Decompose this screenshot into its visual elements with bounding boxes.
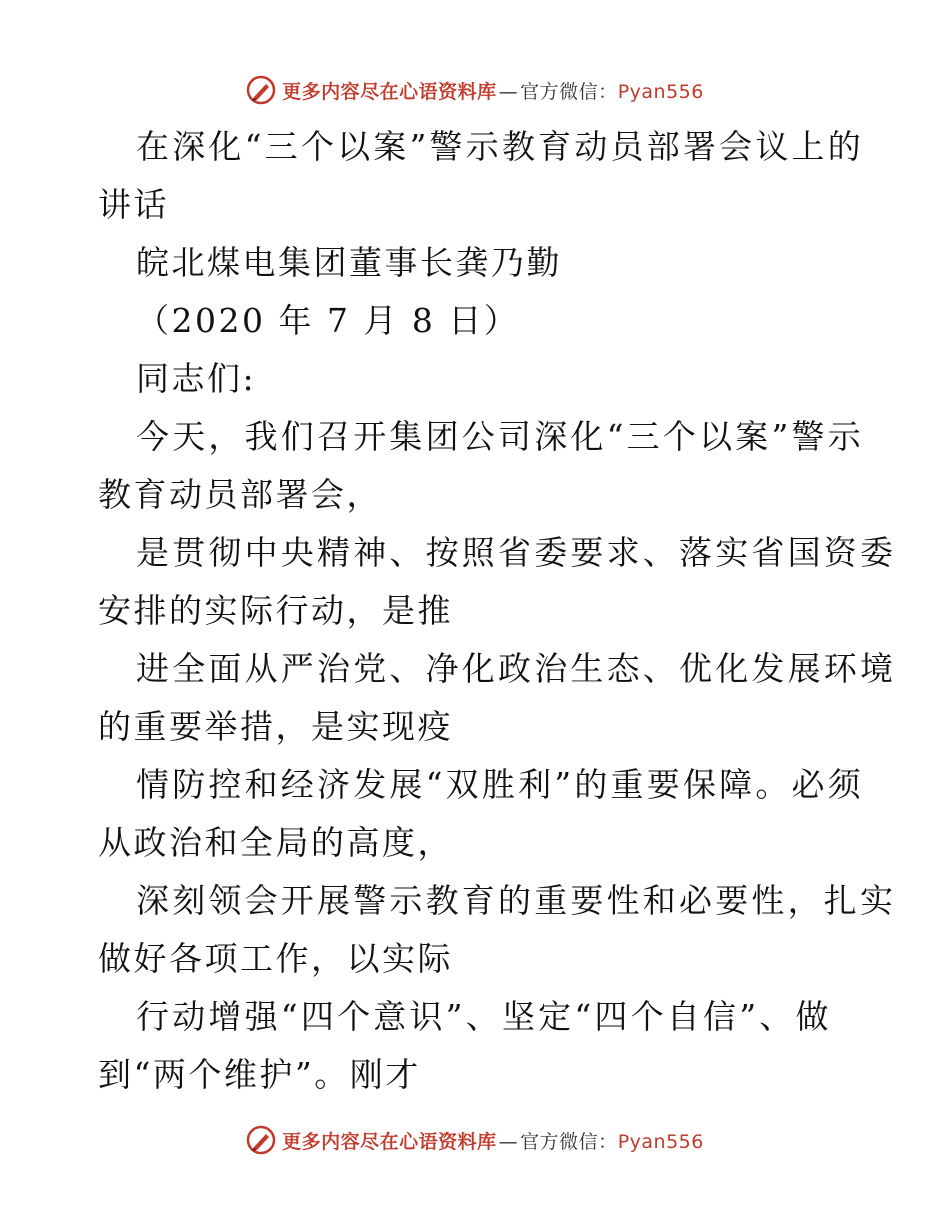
watermark-wechat-id: Pyan556 [617, 1130, 704, 1153]
watermark-dash: — [498, 80, 519, 103]
paragraph-line: 情防控和经济发展“双胜利”的重要保障。必须 [136, 765, 864, 804]
paragraph-line: 进全面从严治党、净化政治生态、优化发展环境 [136, 649, 897, 688]
pen-logo-icon [246, 75, 276, 105]
header-watermark [0, 70, 950, 110]
paragraph-line: 安排的实际行动，是推 [98, 591, 453, 630]
paragraph-line: 到“两个维护”。刚才 [98, 1055, 421, 1094]
paragraph-line: 教育动员部署会， [98, 475, 382, 514]
paragraph-line: 行动增强“四个意识”、坚定“四个自信”、做 [136, 997, 832, 1036]
watermark-dash: — [498, 1130, 519, 1153]
paragraph-line: 深刻领会开展警示教育的重要性和必要性，扎实 [136, 881, 897, 920]
paragraph-line: 的重要举措，是实现疫 [98, 707, 453, 746]
paragraph-line: 是贯彻中央精神、按照省委要求、落实省国资委 [136, 533, 897, 572]
pen-logo-icon [246, 1125, 276, 1155]
document-body [98, 118, 897, 1104]
document-title-line-1: 在深化“三个以案”警示教育动员部署会议上的 [136, 127, 864, 166]
watermark-text [282, 77, 704, 104]
document-title-line-2: 讲话 [98, 185, 169, 224]
paragraph-line: 今天，我们召开集团公司深化“三个以案”警示 [136, 417, 864, 456]
watermark-site: 更多内容尽在心语资料库 [282, 1130, 497, 1153]
watermark-wechat-label: 官方微信： [520, 80, 618, 103]
watermark-wechat-label: 官方微信： [520, 1130, 618, 1153]
watermark-wechat-id: Pyan556 [617, 80, 704, 103]
document-salutation: 同志们: [136, 359, 257, 398]
paragraph-line: 做好各项工作，以实际 [98, 939, 453, 978]
document-author: 皖北煤电集团董事长龚乃勤 [136, 243, 562, 282]
paragraph-line: 从政治和全局的高度， [98, 823, 453, 862]
footer-watermark [0, 1120, 950, 1160]
document-date: （2020 年 7 月 8 日） [136, 301, 520, 340]
watermark-site: 更多内容尽在心语资料库 [282, 80, 497, 103]
watermark-text [282, 1127, 704, 1154]
